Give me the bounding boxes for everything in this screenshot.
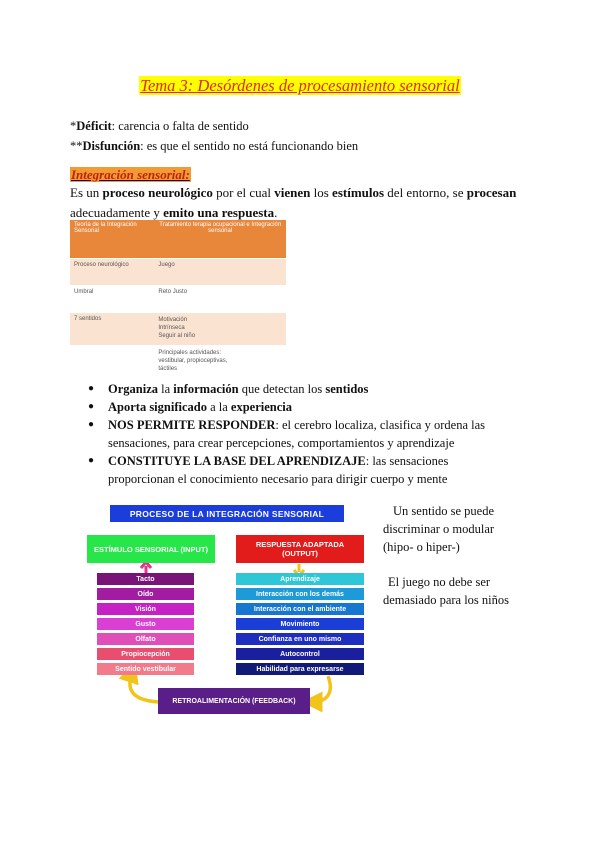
sense-item: Sentido vestibular (97, 663, 194, 675)
list-item: ● CONSTITUYE LA BASE DEL APRENDIZAJE: las sensaciones proporcionan el conocimiento necesario para dirigir cuerpo y mente (88, 452, 518, 488)
feedback-arrow-right (312, 676, 330, 702)
section-heading: Integración sensorial: (71, 167, 190, 182)
side-note-modulation: Un sentido se puede discriminar o modular (hipo- o hiper-) (383, 504, 495, 554)
output-item: Confianza en uno mismo (236, 633, 364, 645)
list-item: ● Organiza la información que detectan los sentidos (88, 380, 518, 398)
output-header: RESPUESTA ADAPTADA (OUTPUT) (236, 535, 364, 563)
table-row: Proceso neurológico Juego (70, 259, 286, 286)
feedback-arrow-left (130, 672, 158, 702)
sense-item: Gusto (97, 618, 194, 630)
definition-deficit: *Déficit: carencia o falta de sentido (70, 119, 249, 133)
side-note-play: El juego no debe ser demasiado para los niños (383, 575, 510, 607)
output-item: Habilidad para expresarse (236, 663, 364, 675)
sense-item: Visión (97, 603, 194, 615)
list-item: ● NOS PERMITE RESPONDER: el cerebro localiza, clasifica y ordena las sensaciones, para crear percepciones, comportamientos y aprendizaje (88, 416, 518, 452)
sense-item: Tacto (97, 573, 194, 585)
diagram-title: PROCESO DE LA INTEGRACIÓN SENSORIAL (110, 505, 344, 522)
output-item: Autocontrol (236, 648, 364, 660)
intro-paragraph: Es un proceso neurológico por el cual vienen los estímulos del entorno, se procesan adecuadamente y emito una respuesta. (70, 185, 517, 220)
output-item: Aprendizaje (236, 573, 364, 585)
table-header: Tratamiento terapia ocupacional e Integración sensorial (154, 220, 286, 259)
output-item: Interacción con el ambiente (236, 603, 364, 615)
sense-item: Propiocepción (97, 648, 194, 660)
table-row: Umbral Reto Justo (70, 286, 286, 313)
page-title: Tema 3: Desórdenes de procesamiento sensorial (140, 76, 460, 95)
table-row: 7 sentidos Motivación Intrínseca Seguir al niño (70, 313, 286, 346)
input-header: ESTÍMULO SENSORIAL (INPUT) (87, 535, 215, 563)
output-item: Interacción con los demás (236, 588, 364, 600)
list-item: ● Aporta significado a la experiencia (88, 398, 518, 416)
feedback-box: RETROALIMENTACIÓN (FEEDBACK) (158, 688, 310, 714)
output-item: Movimiento (236, 618, 364, 630)
table-row: Principales actividades: vestibular, propioceptivas, táctiles (70, 346, 286, 377)
table-header: Teoría de la Integración Sensorial (70, 220, 154, 259)
sense-item: Oído (97, 588, 194, 600)
sense-item: Olfato (97, 633, 194, 645)
definition-disfuncion: **Disfunción: es que el sentido no está funcionando bien (70, 139, 359, 153)
